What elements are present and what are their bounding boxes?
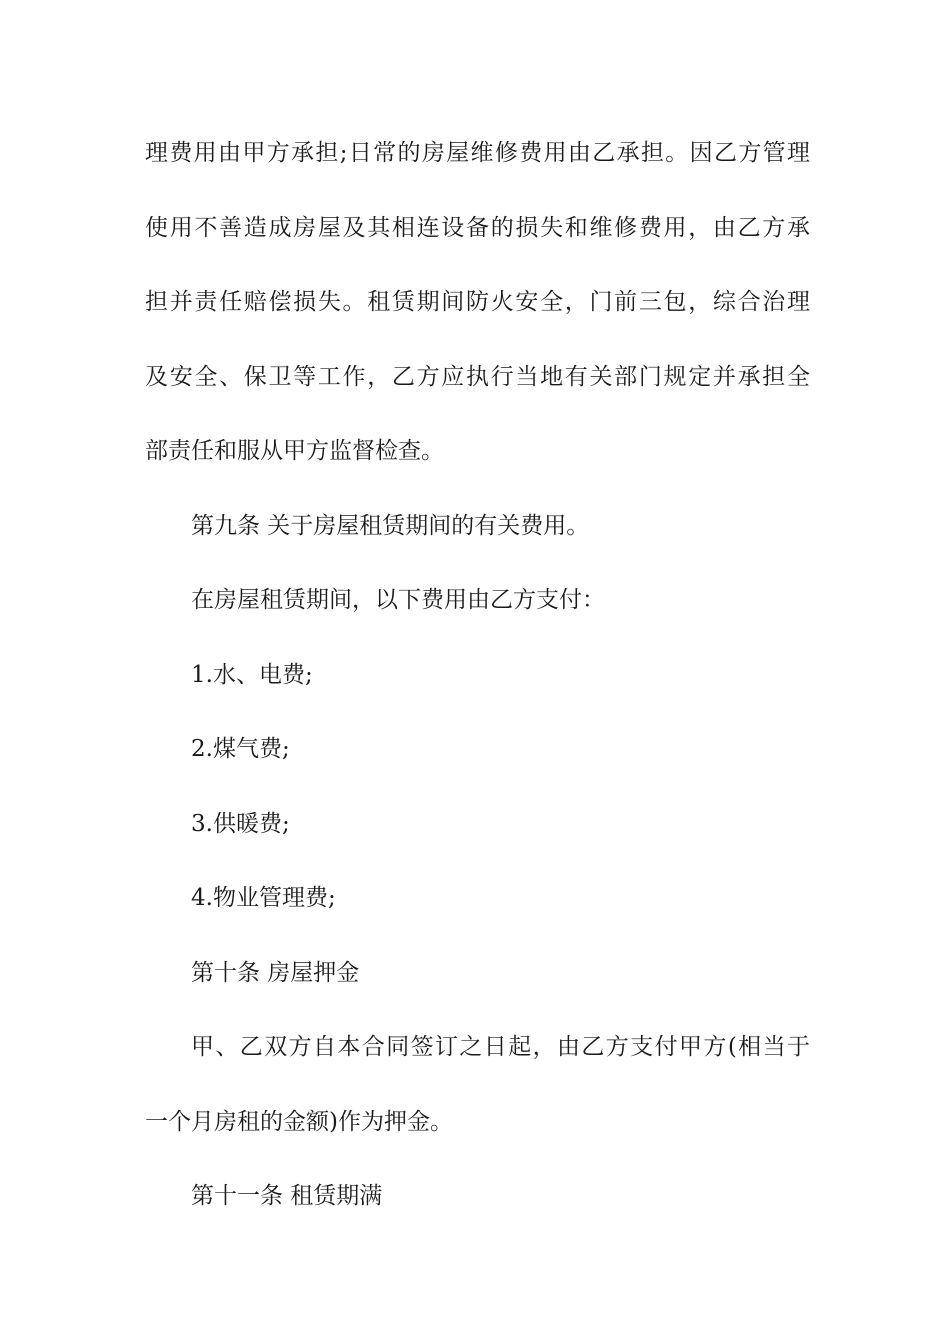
text-line: 3.供暖费;: [191, 810, 290, 837]
text-line: 部责任和服从甲方监督检查。: [145, 438, 444, 464]
text-line: 第十一条 租赁期满: [191, 1183, 383, 1209]
text-line: 1.水、电费;: [191, 661, 313, 688]
text-line: 理费用由甲方承担;日常的房屋维修费用由乙承担。因乙方管理: [145, 140, 810, 166]
text-line: 2.煤气费;: [191, 736, 290, 762]
text-line: 4.物业管理费;: [191, 885, 336, 911]
text-line: 第九条 关于房屋租赁期间的有关费用。: [191, 512, 590, 539]
text-line: 甲、乙双方自本合同签订之日起，由乙方支付甲方(相当于: [191, 1034, 810, 1060]
text-line: 在房屋租赁期间，以下费用由乙方支付：: [191, 587, 605, 613]
text-line: 及安全、保卫等工作，乙方应执行当地有关部门规定并承担全: [145, 363, 810, 390]
text-line: 担并责任赔偿损失。租赁期间防火安全，门前三包，综合治理: [145, 289, 810, 315]
text-line: 第十条 房屋押金: [191, 959, 360, 986]
document-body: [145, 130, 810, 1248]
text-line: 使用不善造成房屋及其相连设备的损失和维修费用，由乙方承: [145, 214, 810, 241]
text-line: 一个月房租的金额)作为押金。: [145, 1108, 453, 1135]
